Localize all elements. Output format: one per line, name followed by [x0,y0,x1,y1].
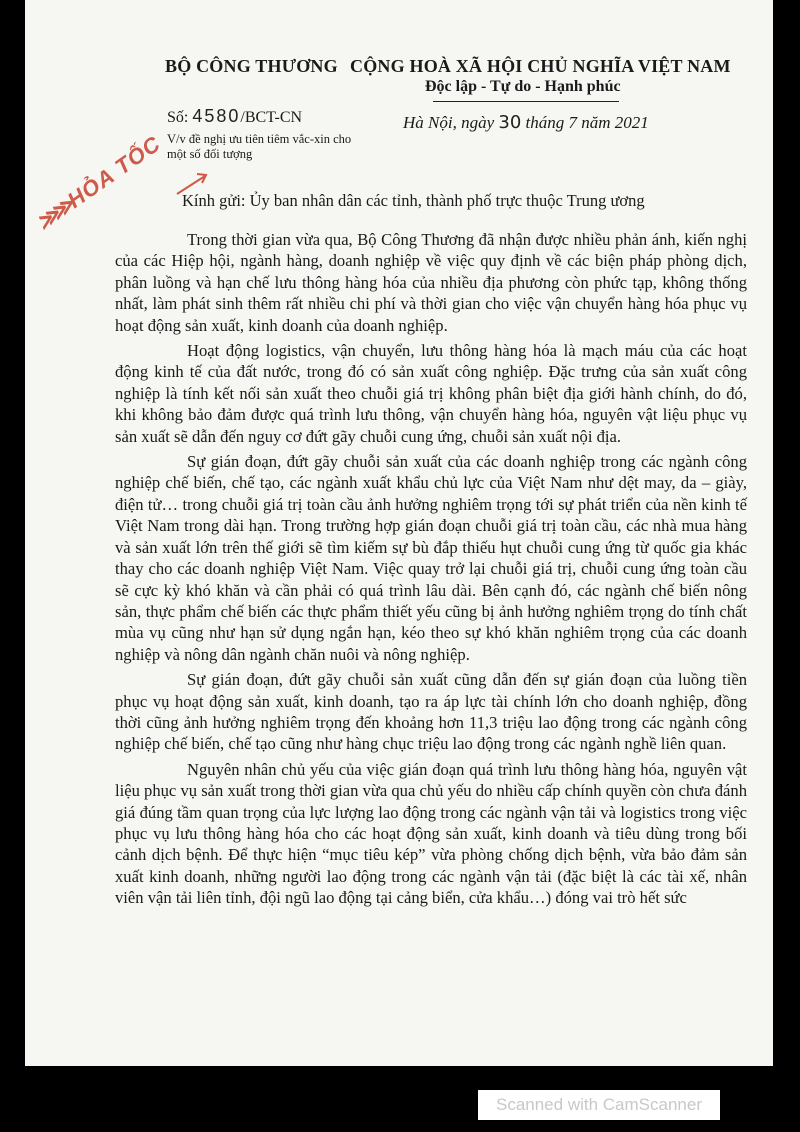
subject-line: V/v đề nghị ưu tiên tiêm vắc-xin cho một số đối tượng [167,132,352,161]
stamp-text: HỎA TỐC [62,130,166,213]
ref-suffix: /BCT-CN [240,109,303,126]
date-day-handwritten: 30 [498,112,522,133]
issue-date [403,112,649,133]
reference-number [167,106,302,127]
body-paragraph: Nguyên nhân chủ yếu của việc gián đoạn quá trình lưu thông hàng hóa, nguyên vật liệu phục vụ sản xuất trong thời gian vừa qua chủ yếu do nhiều cấp chính quyền còn chưa đánh giá đúng tầm quan trọng của lực lượng lao động trong các ngành vận tải và logistics trong việc phục vụ lưu thông hàng hóa cho các hoạt động sản xuất, kinh doanh và tiêu dùng trong bối cảnh dịch bệnh. Để thực hiện “mục tiêu kép” vừa phòng chống dịch bệnh, vừa bảo đảm sản xuất kinh doanh, những người lao động trong các ngành vận tải (đặc biệt là các tài xế, nhân viên vận tải liên tỉnh, đội ngũ lao động tại cảng biển, cửa khẩu…) đóng vai trò hết sức [115,759,747,908]
motto: Độc lập - Tự do - Hạnh phúc [425,78,621,95]
ref-prefix: Số: [167,109,193,126]
body-paragraph: Sự gián đoạn, đứt gãy chuỗi sản xuất của các doanh nghiệp trong các ngành công nghiệp chế biến, chế tạo, các ngành xuất khẩu chủ lực của Việt Nam như dệt may, da – giày, điện tử… trong chuỗi giá trị toàn cầu ảnh hưởng nghiêm trọng tới sự phát triển của nền kinh tế Việt Nam trong dài hạn. Trong trường hợp gián đoạn chuỗi giá trị toàn cầu, các nhà mua hàng và sản xuất lớn trên thế giới sẽ tìm kiếm sự bù đắp thiếu hụt chuỗi cung ứng từ quốc gia khác thay cho các doanh nghiệp Việt Nam. Việc quay trở lại chuỗi giá trị, chuỗi cung ứng toàn cầu sẽ cực kỳ khó khăn và cần phải có quá trình lâu dài. Bên cạnh đó, các ngành chế biến nông sản, thực phẩm chế biến các thực phẩm thiết yếu cũng bị ảnh hưởng nghiêm trọng do tính chất mùa vụ cũng như hạn sử dụng ngắn hạn, kéo theo sự khó khăn nghiêm trọng của các doanh nghiệp và nông dân ngành chăn nuôi và nông nghiệp. [115,452,747,664]
letter-body [115,229,747,913]
body-paragraph: Trong thời gian vừa qua, Bộ Công Thương đã nhận được nhiều phản ánh, kiến nghị của các Hiệp hội, ngành hàng, doanh nghiệp về việc quy định về các biện pháp phòng dịch, phân luồng và hạn chế lưu thông hàng hóa của nhiều địa phương còn phức tạp, không thống nhất, làm phát sinh thêm rất nhiều chi phí và thời gian cho việc vận chuyển hàng hóa phục vụ hoạt động sản xuất, kinh doanh của doanh nghiệp. [115,230,747,335]
stamp-arrows-icon: ≫≫ [31,194,74,235]
body-paragraph: Hoạt động logistics, vận chuyển, lưu thông hàng hóa là mạch máu của các hoạt động kinh tế của đất nước, trong đó có sản xuất công nghiệp. Đặc trưng của sản xuất công nghiệp là tính kết nối sản xuất theo chuỗi giá trị không phân biệt địa giới hành chính, do đó, khi không bảo đảm được quá trình lưu thông, vận chuyển hàng hóa, nguyên vật liệu phục vụ sản xuất sẽ dẫn đến nguy cơ đứt gãy chuỗi cung ứng, chuỗi sản xuất nội địa. [115,341,747,446]
motto-underline [433,101,619,102]
document-page [25,0,773,1066]
camscanner-watermark: Scanned with CamScanner [478,1090,720,1120]
body-paragraph: Sự gián đoạn, đứt gãy chuỗi sản xuất cũng dẫn đến sự gián đoạn của luồng tiền phục vụ hoạt động sản xuất, kinh doanh, tạo ra áp lực tài chính lớn cho doanh nghiệp, đồng thời cũng ảnh hưởng nghiêm trọng đến khoảng hơn 11,3 triệu lao động trong các ngành công nghiệp chế biến, chế tạo cũng như hàng chục triệu lao động trong các ngành nghề liên quan. [115,670,747,754]
date-suffix: tháng 7 năm 2021 [521,113,649,132]
ref-number-handwritten: 4580 [192,106,241,126]
date-prefix: Hà Nội, ngày [403,113,499,132]
ministry-name: BỘ CÔNG THƯƠNG [165,56,338,76]
recipient-line: Kính gửi: Ủy ban nhân dân các tỉnh, thành phố trực thuộc Trung ương [182,191,645,210]
republic-title: CỘNG HOÀ XÃ HỘI CHỦ NGHĨA VIỆT NAM [350,56,731,76]
urgent-stamp [32,131,166,236]
